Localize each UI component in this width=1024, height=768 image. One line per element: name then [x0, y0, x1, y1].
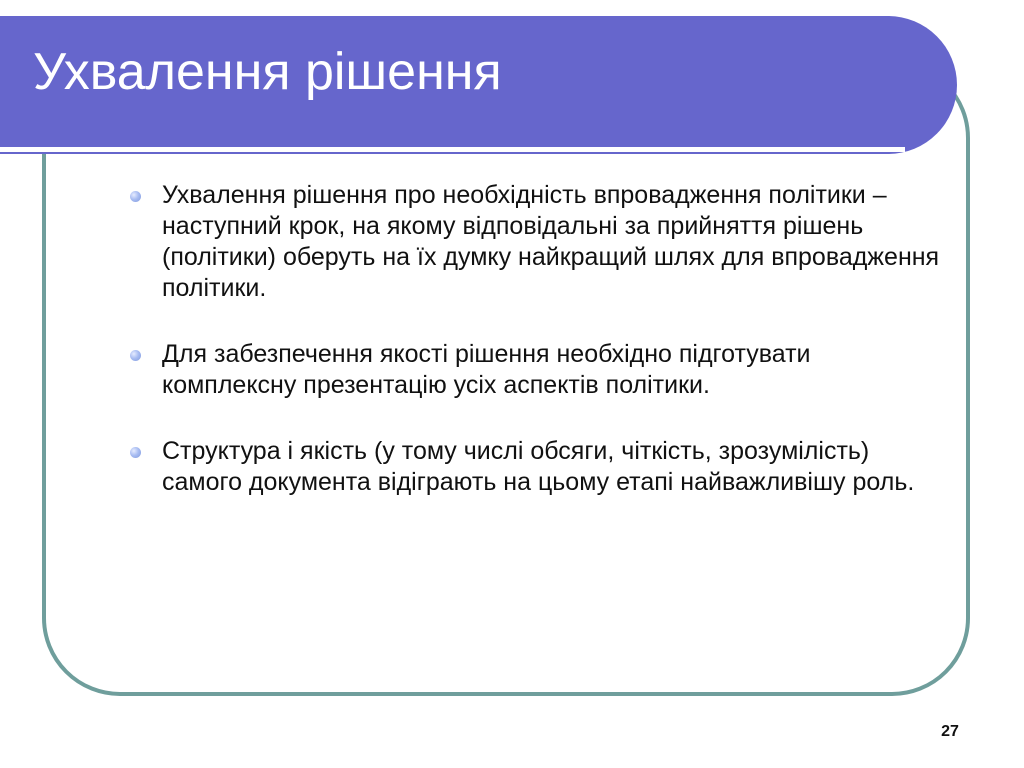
- bullet-text: Структура і якість (у тому числі обсяги, чіткість, зрозумілість) самого документа відіграють на цьому етапі найважливішу роль.: [162, 437, 915, 496]
- bullet-item: [130, 339, 950, 401]
- bullet-dot-icon: [130, 350, 141, 361]
- bullet-dot-icon: [130, 447, 141, 458]
- slide-title: Ухвалення рішення: [33, 43, 502, 101]
- bullet-list: [130, 180, 950, 533]
- bullet-text: Ухвалення рішення про необхідність впровадження політики – наступний крок, на якому відповідальні за прийняття рішень (політики) оберуть на їх думку найкращий шлях для впровадження політики.: [162, 181, 940, 302]
- bullet-dot-icon: [130, 191, 141, 202]
- bullet-text: Для забезпечення якості рішення необхідно підготувати комплексну презентацію усіх аспектів політики.: [162, 340, 811, 399]
- bullet-item: [130, 180, 950, 304]
- title-underline: [0, 147, 905, 152]
- bullet-item: [130, 436, 950, 498]
- page-number: 27: [941, 723, 959, 740]
